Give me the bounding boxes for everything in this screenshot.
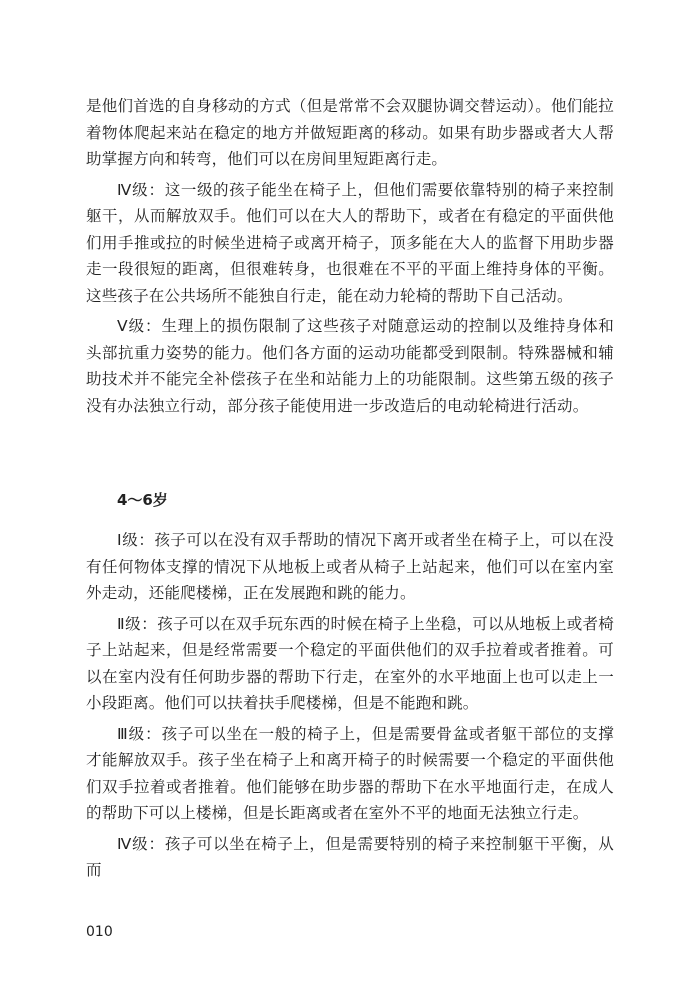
page-number: 010	[86, 924, 113, 940]
paragraph-text: 孩子可以坐在一般的椅子上，但是需要骨盆或者躯干部位的支撑才能解放双手。孩子坐在椅子上和离开椅子的时候需要一个稳定的平面供他们双手拉着或者推着。他们能够在助步器的帮助下在水平地面行走，在成人的帮助下可以上楼梯，但是长距离或者在室外不平的地面无法独立行走。	[86, 724, 614, 822]
paragraph-continued	[86, 93, 614, 173]
section-continued-text	[86, 93, 614, 423]
paragraph-level-1	[86, 527, 614, 607]
paragraph-level-3	[86, 721, 614, 827]
section-heading: 4～6岁	[117, 491, 168, 509]
paragraph-text: 孩子可以在没有双手帮助的情况下离开或者坐在椅子上，可以在没有任何物体支撑的情况下从地板上或者从椅子上站起来，他们可以在室内室外走动，还能爬楼梯，正在发展跑和跳的能力。	[86, 531, 614, 602]
paragraph-text: 这一级的孩子能坐在椅子上，但他们需要依靠特别的椅子来控制躯干，从而解放双手。他们可以在大人的帮助下，或者在有稳定的平面供他们用手推或拉的时候坐进椅子或离开椅子，顶多能在大人的监督下用助步器走一段很短的距离，但很难转身，也很难在不平的平面上维持身体的平衡。这些孩子在公共场所不能独自行走，能在动力轮椅的帮助下自己活动。	[86, 180, 614, 305]
paragraph-text: 是他们首选的自身移动的方式（但是常常不会双腿协调交替运动）。他们能拉着物体爬起来站在稳定的地方并做短距离的移动。如果有助步器或者大人帮助掌握方向和转弯，他们可以在房间里短距离行走。	[86, 97, 614, 168]
paragraph-level-5	[86, 313, 614, 419]
level-label: Ⅳ级：	[117, 180, 165, 199]
paragraph-text: 生理上的损伤限制了这些孩子对随意运动的控制以及维持身体和头部抗重力姿势的能力。他们各方面的运动功能都受到限制。特殊器械和辅助技术并不能完全补偿孩子在坐和站能力上的功能限制。这些第五级的孩子没有办法独立行动，部分孩子能使用进一步改造后的电动轮椅进行活动。	[86, 317, 615, 415]
paragraph-level-4	[86, 831, 614, 884]
paragraph-level-4	[86, 177, 614, 310]
level-label: Ⅳ级：	[117, 834, 165, 853]
paragraph-level-2	[86, 611, 614, 717]
paragraph-text: 孩子可以在双手玩东西的时候在椅子上坐稳，可以从地板上或者椅子上站起来，但是经常需要一个稳定的平面供他们的双手拉着或者推着。可以在室内没有任何助步器的帮助下行走，在室外的水平地面上也可以走上一小段距离。他们可以扶着扶手爬楼梯，但是不能跑和跳。	[86, 614, 614, 712]
paragraph-text: 孩子可以坐在椅子上，但是需要特别的椅子来控制躯干平衡，从而	[86, 834, 614, 879]
level-label: Ⅴ级：	[117, 317, 162, 335]
level-label: Ⅲ级：	[117, 724, 162, 743]
section-age-4-6-text	[86, 527, 614, 888]
level-label: Ⅱ级：	[117, 614, 158, 633]
level-label: Ⅰ级：	[117, 531, 155, 549]
